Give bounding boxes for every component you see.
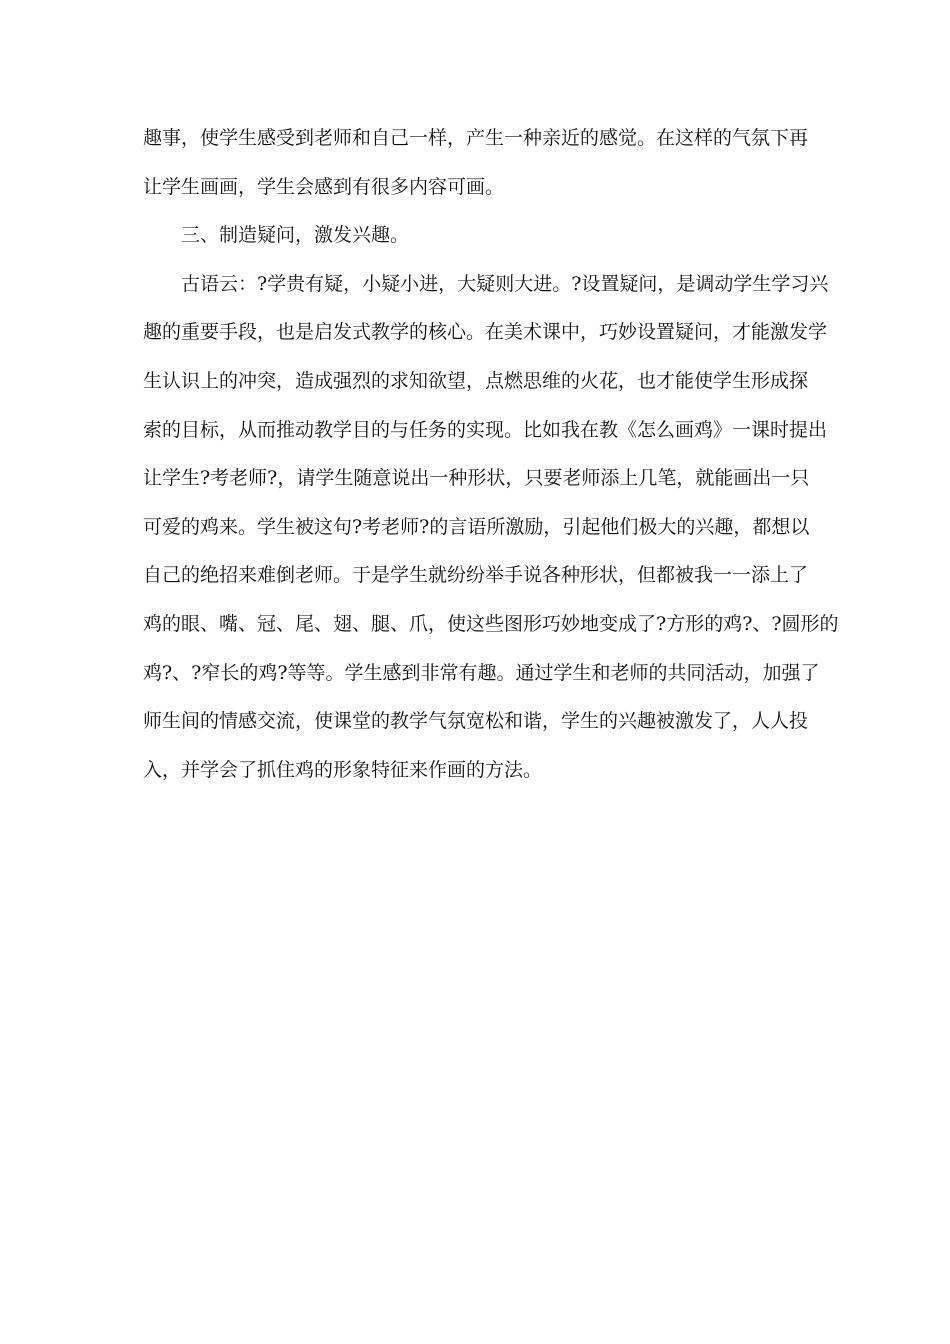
paragraph-line: 师生间的情感交流，使课堂的教学气氛宽松和谐，学生的兴趣被激发了，人人投 [143,710,809,733]
paragraph-line: 趣事，使学生感受到老师和自己一样，产生一种亲近的感觉。在这样的气氛下再 [143,127,809,149]
paragraph-line: 让学生画画，学生会感到有很多内容可画。 [143,175,505,198]
paragraph-line: 生认识上的冲突，造成强烈的求知欲望，点燃思维的火花，也才能使学生形成探 [143,369,809,392]
paragraph-line: 索的目标，从而推动教学目的与任务的实现。比如我在教《怎么画鸡》一课时提出 [143,418,828,441]
paragraph-line: 可爱的鸡来。学生被这句?考老师?的言语所激励，引起他们极大的兴趣，都想以 [143,515,810,538]
paragraph-line: 古语云：?学贵有疑，小疑小进，大疑则大进。?设置疑问，是调动学生学习兴 [181,272,829,295]
paragraph-line: 趣的重要手段，也是启发式教学的核心。在美术课中，巧妙设置疑问，才能激发学 [143,321,828,344]
paragraph-line: 入，并学会了抓住鸡的形象特征来作画的方法。 [143,758,543,781]
paragraph-line: 鸡?、?窄长的鸡?等等。学生感到非常有趣。通过学生和老师的共同活动，加强了 [143,661,820,684]
paragraph-line: 鸡的眼、嘴、冠、尾、翅、腿、爪，使这些图形巧妙地变成了?方形的鸡?、?圆形的 [143,612,839,635]
paragraph-line: 让学生?考老师?，请学生随意说出一种形状，只要老师添上几笔，就能画出一只 [143,467,810,490]
paragraph-line: 自己的绝招来难倒老师。于是学生就纷纷举手说各种形状，但都被我一一添上了 [143,564,809,587]
section-heading: 三、制造疑问，激发兴趣。 [181,224,410,247]
document-body [143,114,839,794]
